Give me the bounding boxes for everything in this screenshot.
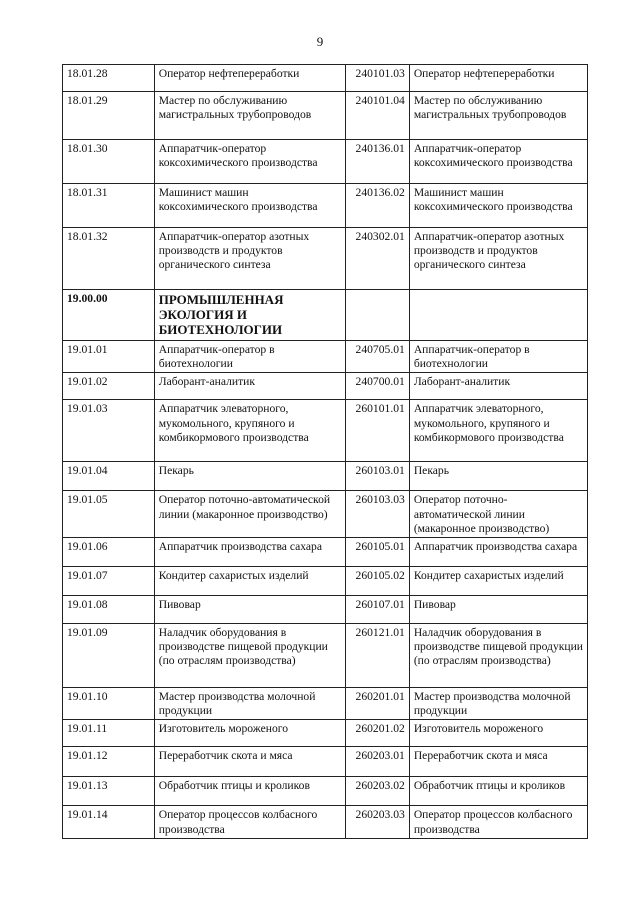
profession-code: 19.01.09: [63, 624, 155, 688]
profession-name: Лаборант-аналитик: [154, 373, 345, 400]
old-profession-name: Аппаратчик-оператор коксохимического производства: [409, 140, 587, 184]
table-row: [63, 92, 588, 140]
old-profession-name: Аппаратчик-оператор азотных производств и продуктов органического синтеза: [409, 228, 587, 290]
table-row: [63, 373, 588, 400]
profession-name: Машинист машин коксохимического производства: [154, 184, 345, 228]
old-profession-code: [345, 290, 409, 341]
table-row: [63, 567, 588, 596]
profession-name: Аппаратчик-оператор коксохимического производства: [154, 140, 345, 184]
table-row: [63, 228, 588, 290]
profession-name: ПРОМЫШЛЕННАЯ ЭКОЛОГИЯ И БИОТЕХНОЛОГИИ: [154, 290, 345, 341]
old-profession-name: Изготовитель мороженого: [409, 720, 587, 747]
professions-table: [62, 64, 588, 839]
table-row: [63, 777, 588, 806]
old-profession-name: Переработчик скота и мяса: [409, 747, 587, 777]
profession-name: Аппаратчик элеваторного, мукомольного, крупяного и комбикормового производства: [154, 400, 345, 462]
old-profession-code: 260121.01: [345, 624, 409, 688]
old-profession-code: 260203.01: [345, 747, 409, 777]
profession-name: Аппаратчик-оператор в биотехнологии: [154, 341, 345, 373]
profession-name: Пивовар: [154, 596, 345, 624]
old-profession-code: 260105.02: [345, 567, 409, 596]
old-profession-name: Оператор процессов колбасного производства: [409, 806, 587, 838]
profession-name: Аппаратчик-оператор азотных производств и продуктов органического синтеза: [154, 228, 345, 290]
old-profession-name: Мастер по обслуживанию магистральных трубопроводов: [409, 92, 587, 140]
profession-code: 19.01.06: [63, 538, 155, 567]
profession-code: 19.01.01: [63, 341, 155, 373]
profession-code: 19.01.03: [63, 400, 155, 462]
old-profession-name: Наладчик оборудования в производстве пищевой продукции (по отраслям производства): [409, 624, 587, 688]
old-profession-code: 240700.01: [345, 373, 409, 400]
table-row: [63, 491, 588, 538]
table-row: [63, 341, 588, 373]
page-number: 9: [316, 34, 324, 49]
old-profession-name: Аппаратчик-оператор в биотехнологии: [409, 341, 587, 373]
table-row: [63, 400, 588, 462]
profession-code: 18.01.29: [63, 92, 155, 140]
table-body: [63, 65, 588, 839]
profession-name: Обработчик птицы и кроликов: [154, 777, 345, 806]
old-profession-code: 240101.04: [345, 92, 409, 140]
table-row: [63, 720, 588, 747]
old-profession-name: Кондитер сахаристых изделий: [409, 567, 587, 596]
table-row: [63, 624, 588, 688]
old-profession-code: 240101.03: [345, 65, 409, 92]
old-profession-code: 260105.01: [345, 538, 409, 567]
old-profession-name: Пивовар: [409, 596, 587, 624]
old-profession-code: 240136.01: [345, 140, 409, 184]
old-profession-name: Обработчик птицы и кроликов: [409, 777, 587, 806]
old-profession-code: 260201.01: [345, 688, 409, 720]
table-row: [63, 596, 588, 624]
profession-code: 19.01.13: [63, 777, 155, 806]
profession-name: Мастер производства молочной продукции: [154, 688, 345, 720]
old-profession-code: 240705.01: [345, 341, 409, 373]
profession-code: 18.01.30: [63, 140, 155, 184]
profession-code: 19.00.00: [63, 290, 155, 341]
profession-name: Кондитер сахаристых изделий: [154, 567, 345, 596]
old-profession-code: 240302.01: [345, 228, 409, 290]
profession-code: 19.01.12: [63, 747, 155, 777]
profession-code: 19.01.10: [63, 688, 155, 720]
profession-name: Наладчик оборудования в производстве пищевой продукции (по отраслям производства): [154, 624, 345, 688]
profession-name: Оператор поточно-автоматической линии (макаронное производство): [154, 491, 345, 538]
profession-name: Аппаратчик производства сахара: [154, 538, 345, 567]
table-row: [63, 184, 588, 228]
table-row: [63, 538, 588, 567]
old-profession-code: 260201.02: [345, 720, 409, 747]
section-row: [63, 290, 588, 341]
table-row: [63, 65, 588, 92]
profession-name: Мастер по обслуживанию магистральных трубопроводов: [154, 92, 345, 140]
profession-name: Оператор процессов колбасного производства: [154, 806, 345, 838]
table-row: [63, 806, 588, 838]
old-profession-code: 260103.01: [345, 462, 409, 491]
profession-name: Переработчик скота и мяса: [154, 747, 345, 777]
profession-code: 18.01.32: [63, 228, 155, 290]
old-profession-name: Оператор нефтепереработки: [409, 65, 587, 92]
profession-code: 19.01.11: [63, 720, 155, 747]
profession-name: Пекарь: [154, 462, 345, 491]
profession-code: 19.01.08: [63, 596, 155, 624]
profession-code: 19.01.04: [63, 462, 155, 491]
old-profession-name: Лаборант-аналитик: [409, 373, 587, 400]
table-row: [63, 462, 588, 491]
profession-code: 19.01.07: [63, 567, 155, 596]
table-row: [63, 747, 588, 777]
old-profession-name: [409, 290, 587, 341]
profession-name: Оператор нефтепереработки: [154, 65, 345, 92]
old-profession-code: 260203.03: [345, 806, 409, 838]
old-profession-name: Аппаратчик элеваторного, мукомольного, крупяного и комбикормового производства: [409, 400, 587, 462]
old-profession-name: Пекарь: [409, 462, 587, 491]
profession-code: 18.01.31: [63, 184, 155, 228]
old-profession-code: 240136.02: [345, 184, 409, 228]
old-profession-code: 260103.03: [345, 491, 409, 538]
profession-name: Изготовитель мороженого: [154, 720, 345, 747]
old-profession-name: Аппаратчик производства сахара: [409, 538, 587, 567]
profession-code: 19.01.02: [63, 373, 155, 400]
profession-code: 18.01.28: [63, 65, 155, 92]
table-row: [63, 688, 588, 720]
profession-code: 19.01.05: [63, 491, 155, 538]
old-profession-code: 260107.01: [345, 596, 409, 624]
profession-code: 19.01.14: [63, 806, 155, 838]
old-profession-code: 260203.02: [345, 777, 409, 806]
table-row: [63, 140, 588, 184]
old-profession-name: Машинист машин коксохимического производства: [409, 184, 587, 228]
old-profession-name: Оператор поточно-автоматической линии (макаронное производство): [409, 491, 587, 538]
old-profession-code: 260101.01: [345, 400, 409, 462]
old-profession-name: Мастер производства молочной продукции: [409, 688, 587, 720]
